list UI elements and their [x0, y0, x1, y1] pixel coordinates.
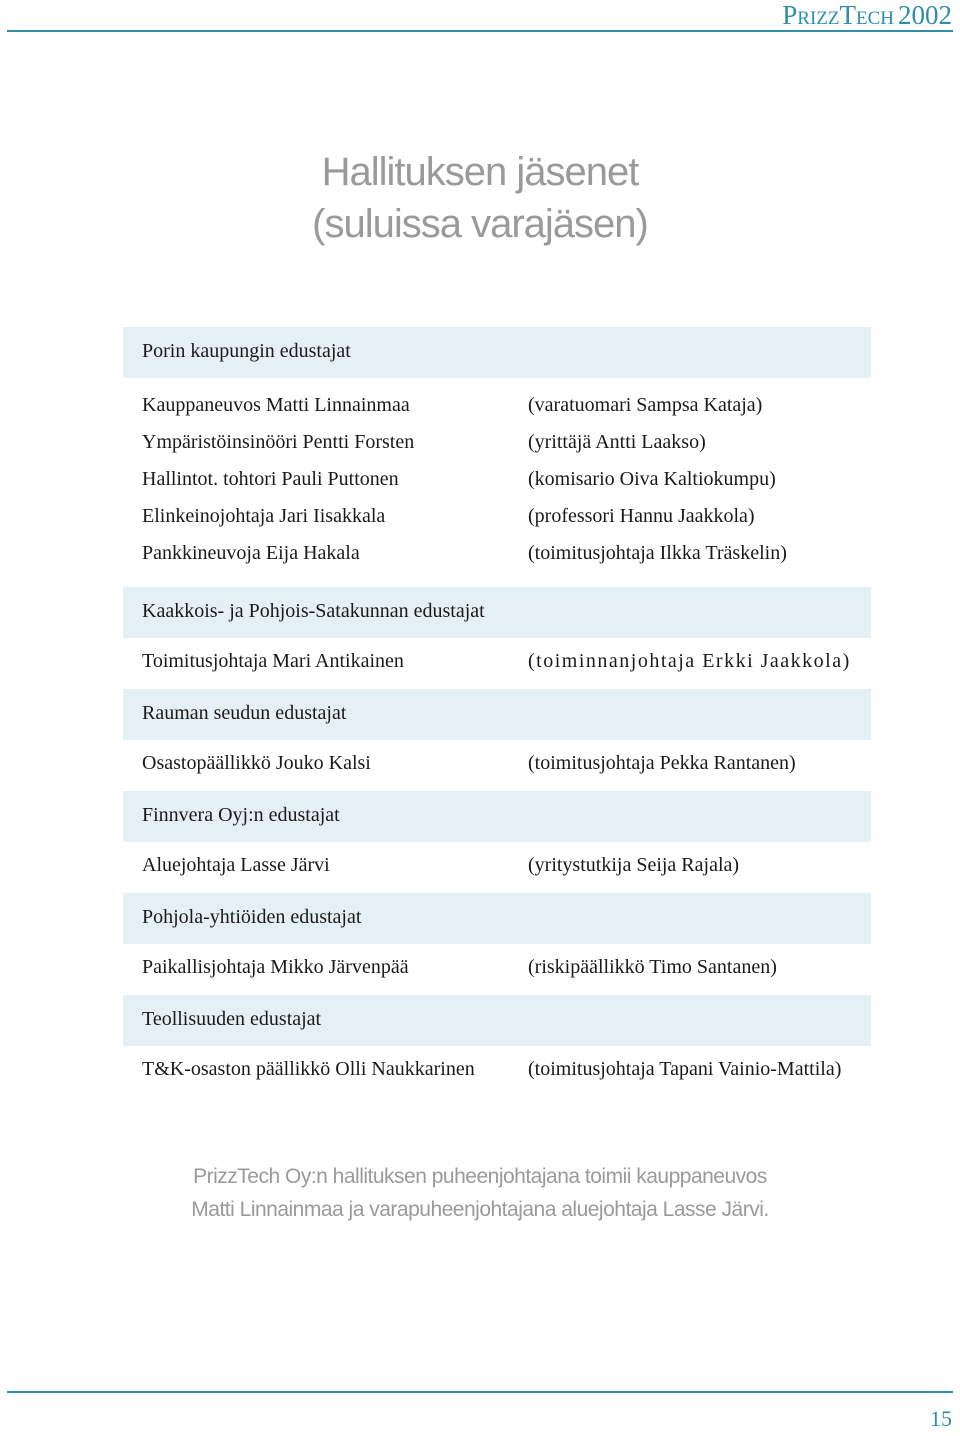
section-heading-label: Porin kaupungin edustajat — [142, 340, 351, 362]
chairman-note-line-2: Matti Linnainmaa ja varapuheenjohtajana aluejohtaja Lasse Järvi. — [191, 1198, 769, 1221]
section-heading — [123, 893, 871, 944]
member-name: Paikallisjohtaja Mikko Järvenpää — [142, 956, 409, 978]
member-name: Osastopäällikkö Jouko Kalsi — [142, 752, 371, 774]
member-name: Kauppaneuvos Matti Linnainmaa — [142, 394, 410, 416]
deputy-name: (toiminnanjohtaja Erkki Jaakkola) — [528, 650, 851, 672]
member-name: Toimitusjohtaja Mari Antikainen — [142, 650, 404, 672]
section-heading-label: Pohjola-yhtiöiden edustajat — [142, 906, 362, 928]
member-row — [123, 638, 871, 689]
page-number: 15 — [930, 1406, 952, 1431]
section-heading — [123, 689, 871, 740]
deputy-name: (komisario Oiva Kaltiokumpu) — [528, 468, 776, 490]
deputy-name: (riskipäällikkö Timo Santanen) — [528, 956, 777, 978]
member-name: T&K-osaston päällikkö Olli Naukkarinen — [142, 1058, 475, 1080]
member-name: Pankkineuvoja Eija Hakala — [142, 542, 360, 564]
chairman-note-line-1: PrizzTech Oy:n hallituksen puheenjohtajana toimii kauppaneuvos — [193, 1165, 767, 1188]
board-members-table — [123, 327, 871, 1097]
section-heading-label: Kaakkois- ja Pohjois-Satakunnan edustajat — [142, 600, 485, 622]
deputy-name: (yritystutkija Seija Rajala) — [528, 854, 740, 876]
section-heading — [123, 587, 871, 638]
deputy-name: (toimitusjohtaja Tapani Vainio-Mattila) — [528, 1058, 842, 1080]
section-heading-label: Finnvera Oyj:n edustajat — [142, 804, 340, 826]
section-heading-label: Rauman seudun edustajat — [142, 702, 347, 724]
member-row — [123, 1046, 871, 1097]
section-heading — [123, 327, 871, 378]
member-row — [123, 842, 871, 893]
deputy-name: (varatuomari Sampsa Kataja) — [528, 394, 763, 416]
deputy-name: (yrittäjä Antti Laakso) — [528, 431, 706, 453]
page-title-line-1: Hallituksen jäsenet — [321, 150, 639, 194]
page-title — [0, 146, 960, 250]
deputy-name: (toimitusjohtaja Ilkka Träskelin) — [528, 542, 787, 564]
member-name: Ympäristöinsinööri Pentti Forsten — [142, 431, 415, 453]
section-heading — [123, 791, 871, 842]
member-row — [123, 740, 871, 791]
section-heading-label: Teollisuuden edustajat — [142, 1008, 322, 1030]
chairman-note — [0, 1160, 960, 1226]
member-row — [123, 390, 871, 427]
member-name: Hallintot. tohtori Pauli Puttonen — [142, 468, 399, 490]
member-row — [123, 944, 871, 995]
page-title-line-2: (suluissa varajäsen) — [312, 202, 648, 246]
deputy-name: (professori Hannu Jaakkola) — [528, 505, 755, 527]
member-row — [123, 538, 871, 575]
footer-divider — [7, 1391, 953, 1393]
member-name: Aluejohtaja Lasse Järvi — [142, 854, 330, 876]
brand-logo — [782, 0, 952, 30]
header-divider — [7, 30, 953, 32]
member-row — [123, 501, 871, 538]
section-heading — [123, 995, 871, 1046]
member-name: Elinkeinojohtaja Jari Iisakkala — [142, 505, 386, 527]
brand-name: PrizzTech — [782, 0, 894, 30]
member-row — [123, 464, 871, 501]
deputy-name: (toimitusjohtaja Pekka Rantanen) — [528, 752, 796, 774]
brand-year: 2002 — [898, 0, 952, 30]
member-row — [123, 427, 871, 464]
